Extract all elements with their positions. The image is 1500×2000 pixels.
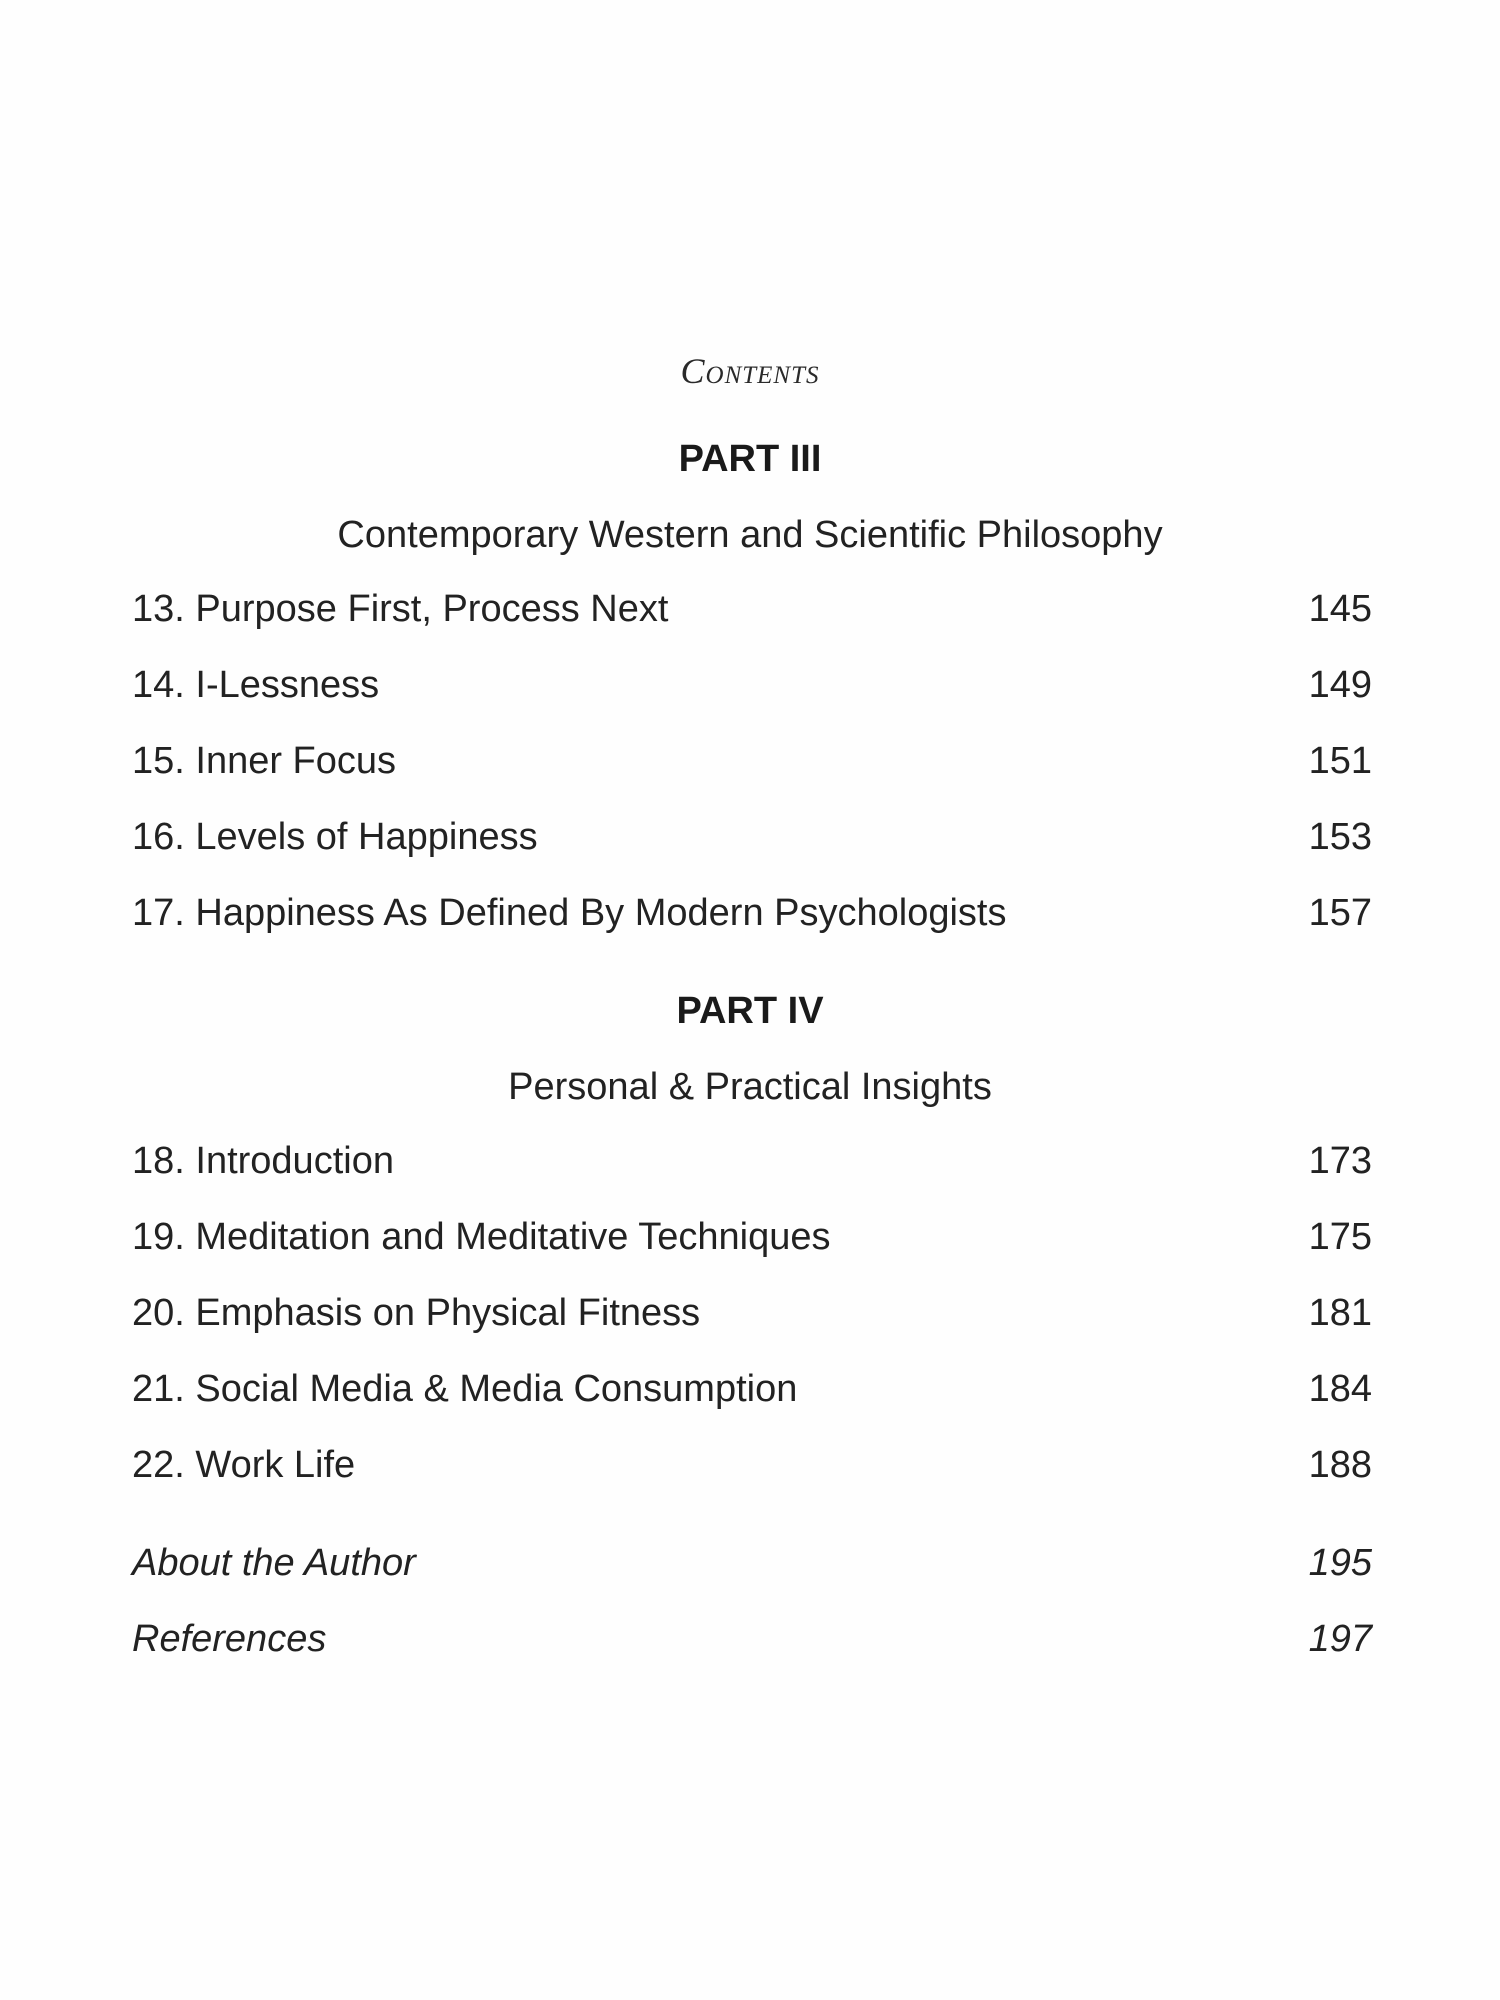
part-4-subtitle: Personal & Practical Insights <box>508 1066 992 1108</box>
toc-entry-page: 175 <box>1308 1216 1372 1258</box>
toc-entry-title: 16. Levels of Happiness <box>132 816 538 858</box>
toc-entry-page: 157 <box>1308 892 1372 934</box>
toc-entry-page: 181 <box>1308 1292 1372 1334</box>
toc-entry-title: 22. Work Life <box>132 1444 356 1486</box>
toc-entry-page: 173 <box>1308 1140 1372 1182</box>
toc-entry-title: 20. Emphasis on Physical Fitness <box>132 1292 701 1334</box>
toc-entry-title: 17. Happiness As Defined By Modern Psychologists <box>132 892 1007 934</box>
toc-entry-title: 18. Introduction <box>132 1140 394 1182</box>
toc-entry-title: 13. Purpose First, Process Next <box>132 588 669 630</box>
toc-entry-page: 195 <box>1308 1542 1372 1584</box>
toc-entry <box>132 1292 1372 1342</box>
toc-entry <box>132 1140 1372 1190</box>
toc-entry <box>132 816 1372 866</box>
toc-entry-page: 145 <box>1308 588 1372 630</box>
toc-entry-page: 151 <box>1308 740 1372 782</box>
toc-entry-title: 21. Social Media & Media Consumption <box>132 1368 798 1410</box>
toc-entry-title: 14. I-Lessness <box>132 664 380 706</box>
toc-entry-title: References <box>132 1618 327 1660</box>
toc-entry-page: 188 <box>1308 1444 1372 1486</box>
toc-entry <box>132 588 1372 638</box>
toc-entry-page: 197 <box>1308 1618 1372 1660</box>
toc-entry <box>132 1368 1372 1418</box>
part-3-subtitle: Contemporary Western and Scientific Philosophy <box>337 514 1163 556</box>
toc-entry <box>132 892 1372 942</box>
running-head: Contents <box>680 351 820 391</box>
toc-entry-title: 19. Meditation and Meditative Techniques <box>132 1216 831 1258</box>
toc-entry-references <box>132 1618 1372 1668</box>
toc-entry-title: About the Author <box>132 1542 416 1584</box>
toc-entry <box>132 1444 1372 1494</box>
toc-entry-title: 15. Inner Focus <box>132 740 397 782</box>
toc-entry-page: 184 <box>1308 1368 1372 1410</box>
toc-entry <box>132 740 1372 790</box>
toc-entry-about-author <box>132 1542 1372 1592</box>
toc-entry-page: 153 <box>1308 816 1372 858</box>
part-4-heading: PART IV <box>676 990 824 1032</box>
toc-entry <box>132 664 1372 714</box>
part-3-heading: PART III <box>678 438 822 480</box>
toc-entry <box>132 1216 1372 1266</box>
toc-entry-page: 149 <box>1308 664 1372 706</box>
